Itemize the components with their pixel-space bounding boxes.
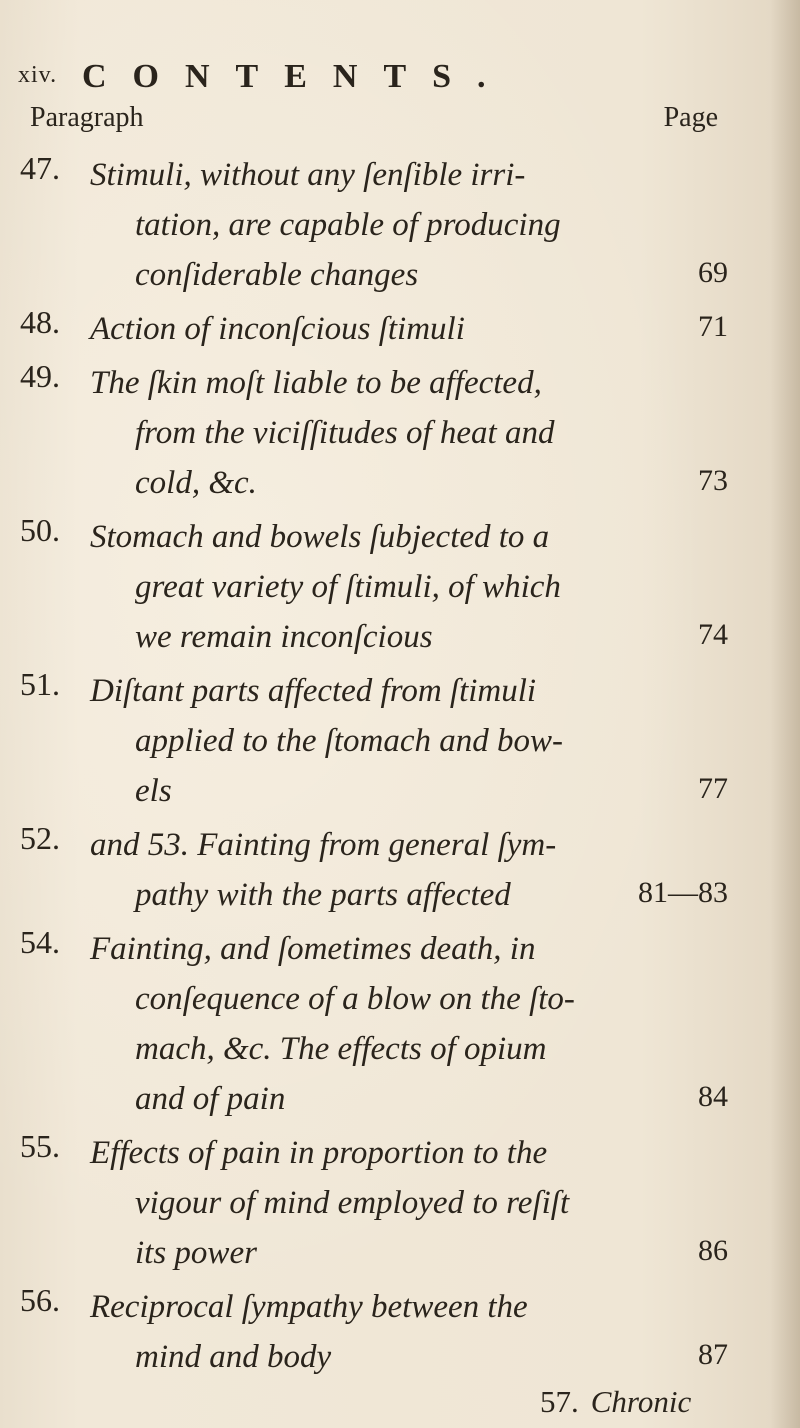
paragraph-column-label: Paragraph [30, 102, 144, 133]
catchword-number: 57. [540, 1384, 579, 1419]
toc-entry-number: 49. [20, 358, 60, 394]
toc-entry-text [90, 304, 690, 354]
header-title: CONTENTS. [82, 58, 512, 95]
toc-entry-page: 87 [698, 1338, 728, 1371]
toc-entry-line: Reciprocal ſympathy between the [90, 1289, 528, 1325]
toc-entry-number: 51. [20, 666, 60, 702]
page-edge-shadow [770, 0, 800, 1428]
catchword-word: Chronic [590, 1384, 692, 1419]
toc-entry-page: 73 [698, 464, 728, 497]
toc-entry-line: Fainting, and ſometimes death, in [90, 931, 536, 967]
toc-entry-line: mind and body [135, 1339, 332, 1375]
toc-entry-line: from the viciſſitudes of heat and [135, 415, 555, 451]
toc-entry-number: 50. [20, 512, 60, 548]
toc-entry-page: 77 [698, 772, 728, 805]
toc-entry-line: its power [135, 1235, 257, 1271]
toc-entry-text [90, 666, 690, 816]
toc-entry-line: pathy with the parts affected [135, 877, 511, 913]
toc-entry-text [90, 1282, 690, 1382]
toc-entry-number: 47. [20, 150, 60, 186]
toc-entry-line: Stimuli, without any ſenſible irri- [90, 157, 526, 193]
toc-entry-number: 56. [20, 1282, 60, 1318]
toc-entry-text [90, 512, 690, 662]
toc-entry-line: we remain inconſcious [135, 619, 433, 655]
toc-entry-text [90, 820, 690, 920]
toc-entry-line: tation, are capable of producing [135, 207, 561, 243]
toc-entry-page: 71 [698, 310, 728, 343]
toc-entry-line: els [135, 773, 172, 809]
toc-entry-line: The ſkin moſt liable to be affected, [90, 365, 542, 401]
page-number: xiv. [18, 62, 58, 88]
toc-entry-line: mach, &c. The effects of opium [135, 1031, 547, 1067]
toc-entry-line: Diſtant parts affected from ſtimuli [90, 673, 537, 709]
toc-entry-text [90, 358, 690, 508]
toc-entry-page: 81—83 [638, 876, 728, 909]
toc-entry-line: and 53. Fainting from general ſym- [90, 827, 557, 863]
catchword [540, 1384, 691, 1420]
toc-entry-number: 55. [20, 1128, 60, 1164]
column-labels [0, 102, 800, 142]
toc-entry-line: Action of inconſcious ſtimuli [90, 311, 465, 347]
toc-entry-line: vigour of mind employed to reſiſt [135, 1185, 570, 1221]
toc-entry-line: Stomach and bowels ſubjected to a [90, 519, 550, 555]
toc-entry-line: Effects of pain in proportion to the [90, 1135, 548, 1171]
toc-entry-line: conſequence of a blow on the ſto- [135, 981, 575, 1017]
toc-entry-page: 86 [698, 1234, 728, 1267]
toc-entry-line: and of pain [135, 1081, 286, 1117]
toc-entry-line: cold, &c. [135, 465, 257, 501]
toc-entry-line: great variety of ſtimuli, of which [135, 569, 561, 605]
toc-entry-number: 52. [20, 820, 60, 856]
toc-entry-page: 74 [698, 618, 728, 651]
toc-entry-line: applied to the ſtomach and bow- [135, 723, 564, 759]
toc-entry-page: 84 [698, 1080, 728, 1113]
running-head [0, 58, 800, 98]
toc-entry-page: 69 [698, 256, 728, 289]
page-column-label: Page [663, 102, 718, 133]
toc-entry-text [90, 924, 690, 1124]
toc-entry-text [90, 150, 690, 300]
toc-entry-number: 48. [20, 304, 60, 340]
toc-entry-number: 54. [20, 924, 60, 960]
toc-entry-text [90, 1128, 690, 1278]
toc-entry-line: conſiderable changes [135, 257, 419, 293]
